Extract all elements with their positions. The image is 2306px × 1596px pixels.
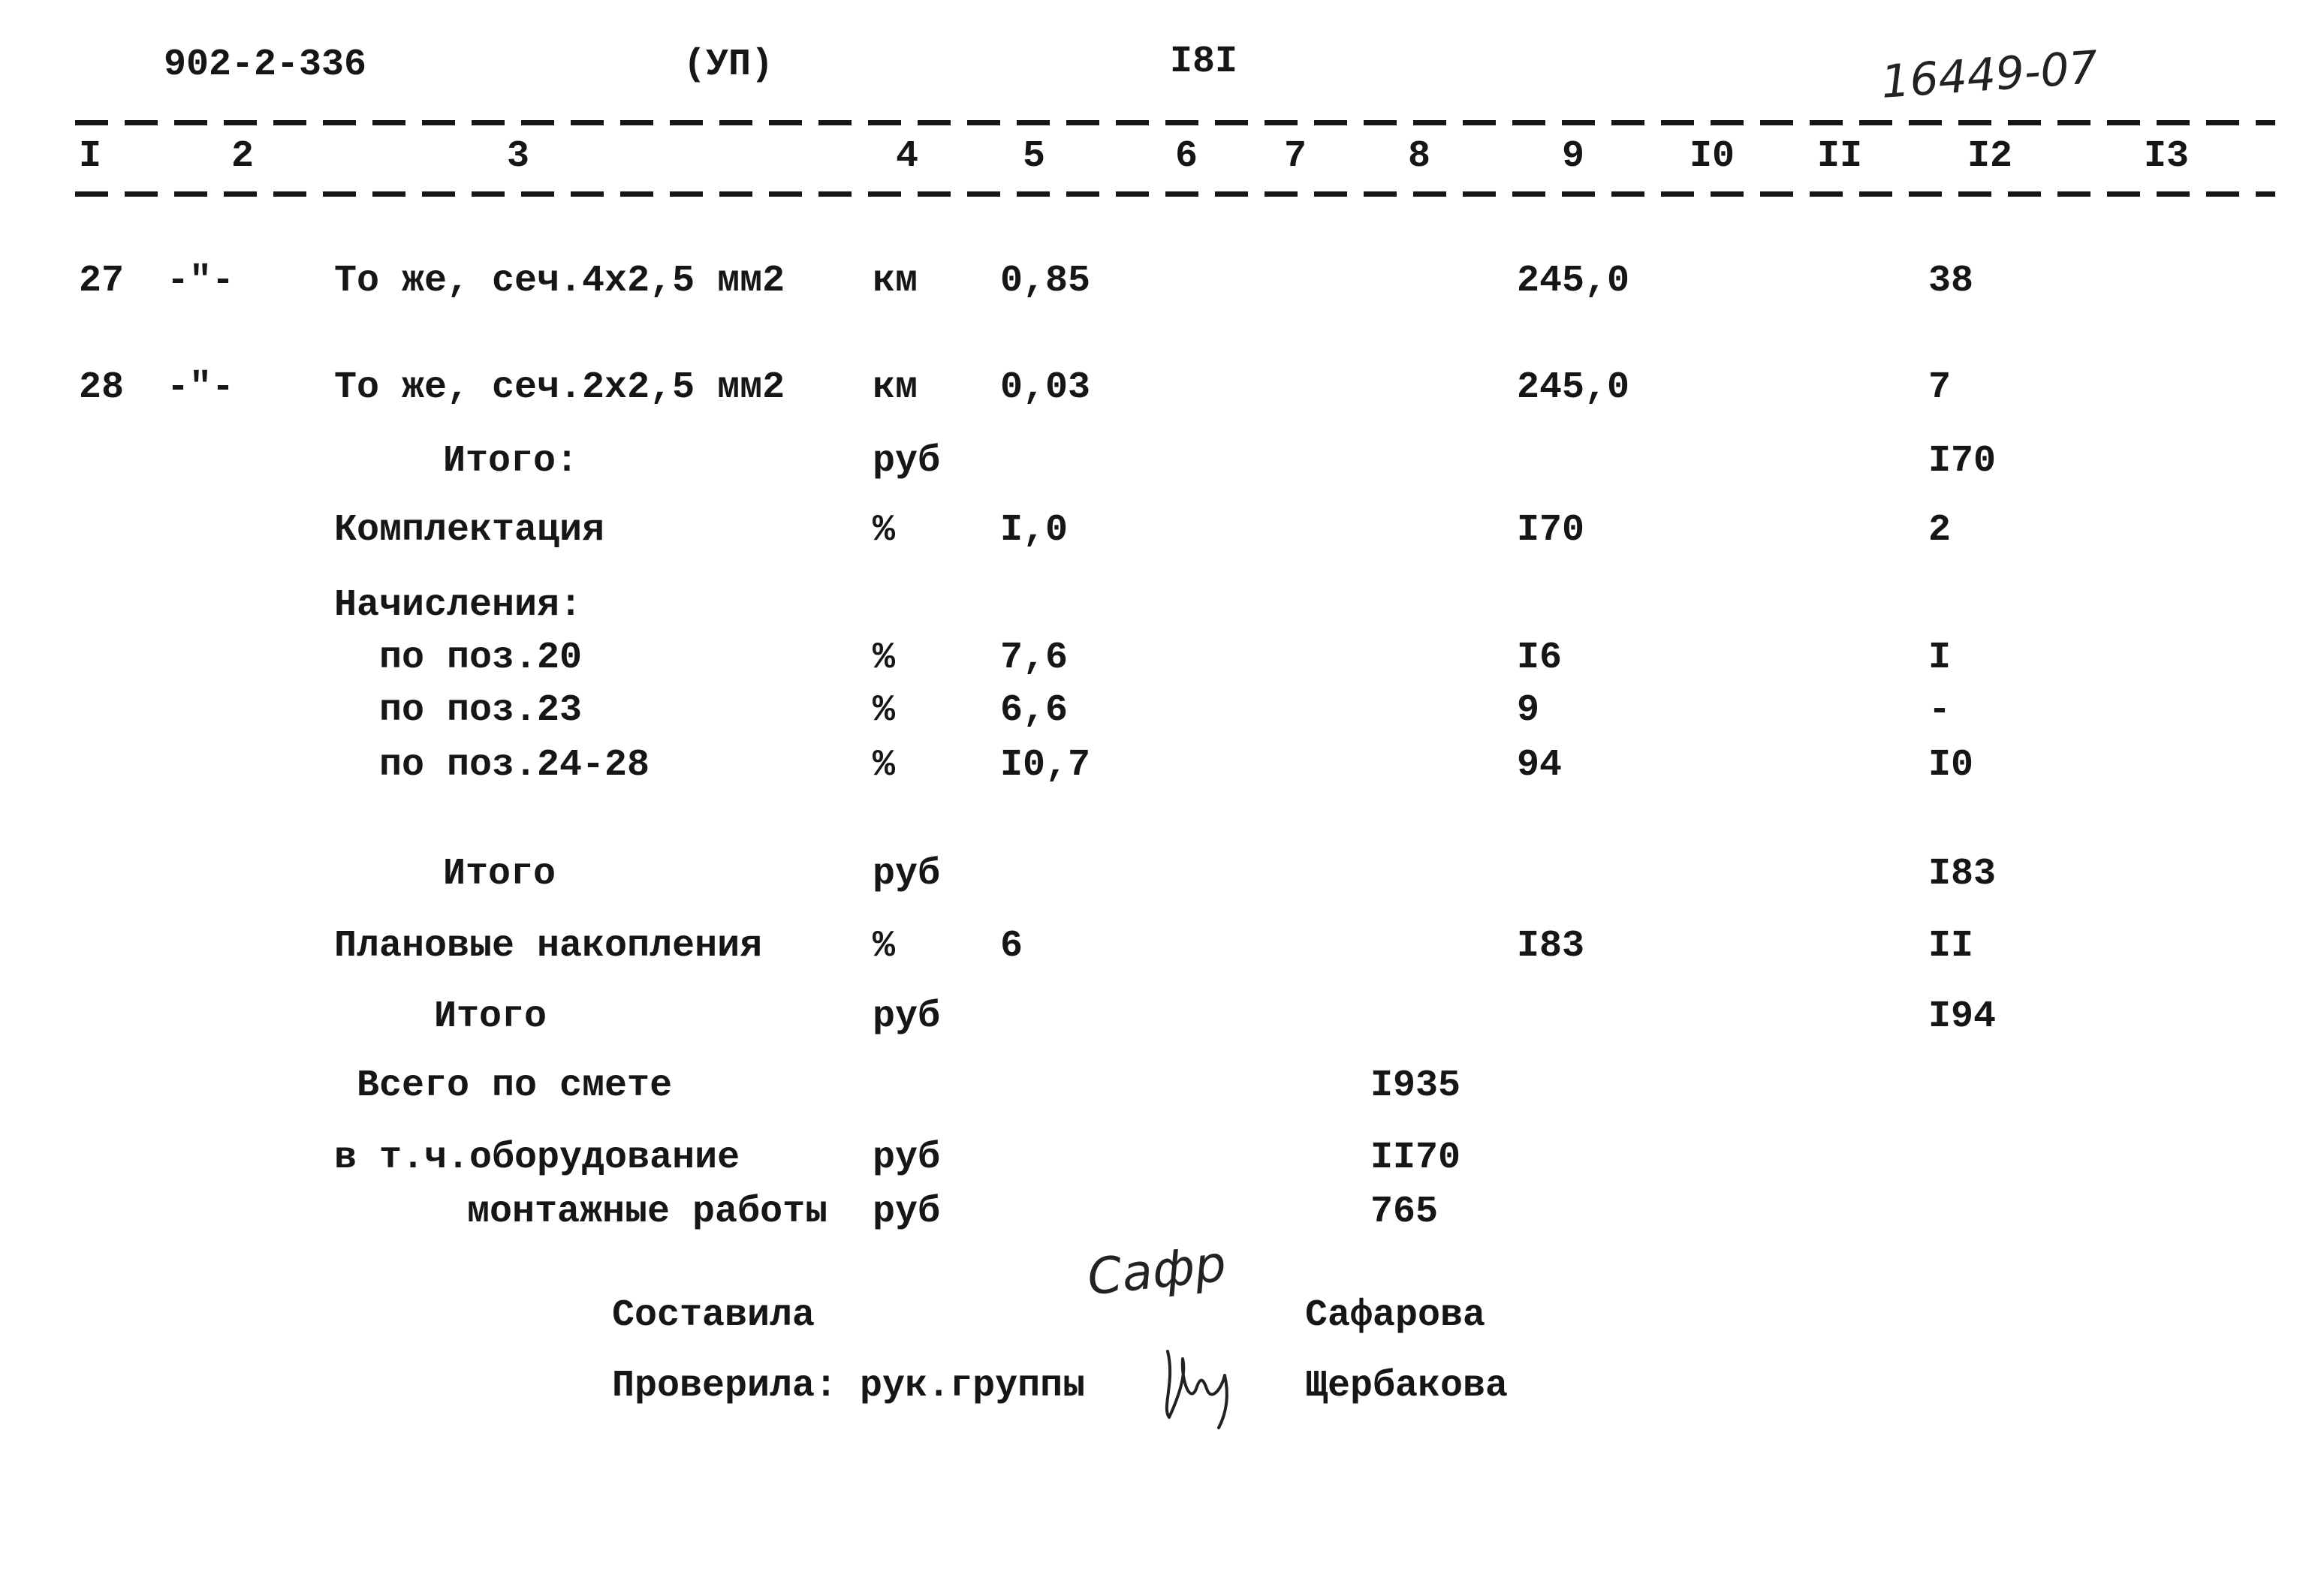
ditto-mark: -"- [167,260,235,303]
quantity: I,0 [1000,509,1069,552]
unit: руб [873,995,941,1038]
unit: % [873,689,896,732]
item-name: по поз.20 [379,637,583,679]
unit-price: I70 [1517,509,1585,552]
col-header: 2 [231,135,255,178]
item-name: Плановые накопления [334,925,763,968]
col-header: I2 [1967,135,2013,178]
unit: руб [873,1191,941,1233]
doc-number: 902-2-336 [164,44,367,86]
compiled-label: Составила [612,1294,815,1337]
unit: % [873,744,896,787]
quantity: 7,6 [1000,637,1069,679]
col-header: 6 [1175,135,1198,178]
unit: км [873,260,918,303]
header-rule-bottom [75,191,2275,197]
item-name: То же, сеч.2х2,5 мм2 [334,366,785,409]
col-header: 5 [1023,135,1046,178]
unit-price: 9 [1517,689,1540,732]
grand-total: I935 [1370,1065,1461,1107]
item-name: по поз.23 [379,689,583,732]
unit: км [873,366,918,409]
page-number: I8I [1170,41,1238,83]
compiled-signature: Сафр [1084,1234,1229,1307]
unit-price: 94 [1517,744,1563,787]
total: I0 [1928,744,1974,787]
total: 7 [1928,366,1952,409]
total: 38 [1928,260,1974,303]
item-name: по поз.24-28 [379,744,650,787]
col-header: 3 [507,135,530,178]
unit-price: 245,0 [1517,260,1630,303]
col-header: 4 [896,135,919,178]
doc-code: (УП) [683,44,774,86]
unit-price: I83 [1517,925,1585,968]
total: I94 [1928,995,1997,1038]
unit: % [873,637,896,679]
item-name: монтажные работы [467,1191,828,1233]
row-number: 28 [79,366,125,409]
checked-name: Щербакова [1305,1365,1509,1408]
total: I83 [1928,853,1997,896]
unit-price: I6 [1517,637,1563,679]
item-name: Итого [443,853,556,896]
col-header: 9 [1562,135,1585,178]
ditto-mark: -"- [167,366,235,409]
installation-total: 765 [1370,1191,1439,1233]
unit-price: 245,0 [1517,366,1630,409]
section-heading: Начисления: [334,584,583,627]
compiled-name: Сафарова [1305,1294,1486,1337]
col-header: I [79,135,102,178]
quantity: 0,03 [1000,366,1091,409]
item-name: Всего по смете [357,1065,673,1107]
checked-signature [1153,1336,1250,1434]
total: I [1928,637,1952,679]
col-header: I0 [1690,135,1735,178]
quantity: 6 [1000,925,1023,968]
total: I70 [1928,440,1997,483]
item-name: То же, сеч.4х2,5 мм2 [334,260,785,303]
unit: руб [873,1137,941,1179]
equipment-total: II70 [1370,1137,1461,1179]
item-name: Итого: [443,440,579,483]
total: II [1928,925,1974,968]
col-header: 8 [1408,135,1431,178]
col-header: 7 [1284,135,1307,178]
item-name: в т.ч.оборудование [334,1137,740,1179]
col-header: I3 [2144,135,2190,178]
quantity: 6,6 [1000,689,1069,732]
quantity: I0,7 [1000,744,1091,787]
quantity: 0,85 [1000,260,1091,303]
total: 2 [1928,509,1952,552]
unit: % [873,925,896,968]
unit: руб [873,853,941,896]
item-name: Комплектация [334,509,605,552]
row-number: 27 [79,260,125,303]
col-header: II [1817,135,1863,178]
unit: руб [873,440,941,483]
header-rule-top [75,120,2275,125]
unit: % [873,509,896,552]
checked-label: Проверила: рук.группы [612,1365,1086,1408]
inventory-number: 16449-07 [1879,41,2100,109]
total: - [1928,689,1952,732]
item-name: Итого [434,995,547,1038]
